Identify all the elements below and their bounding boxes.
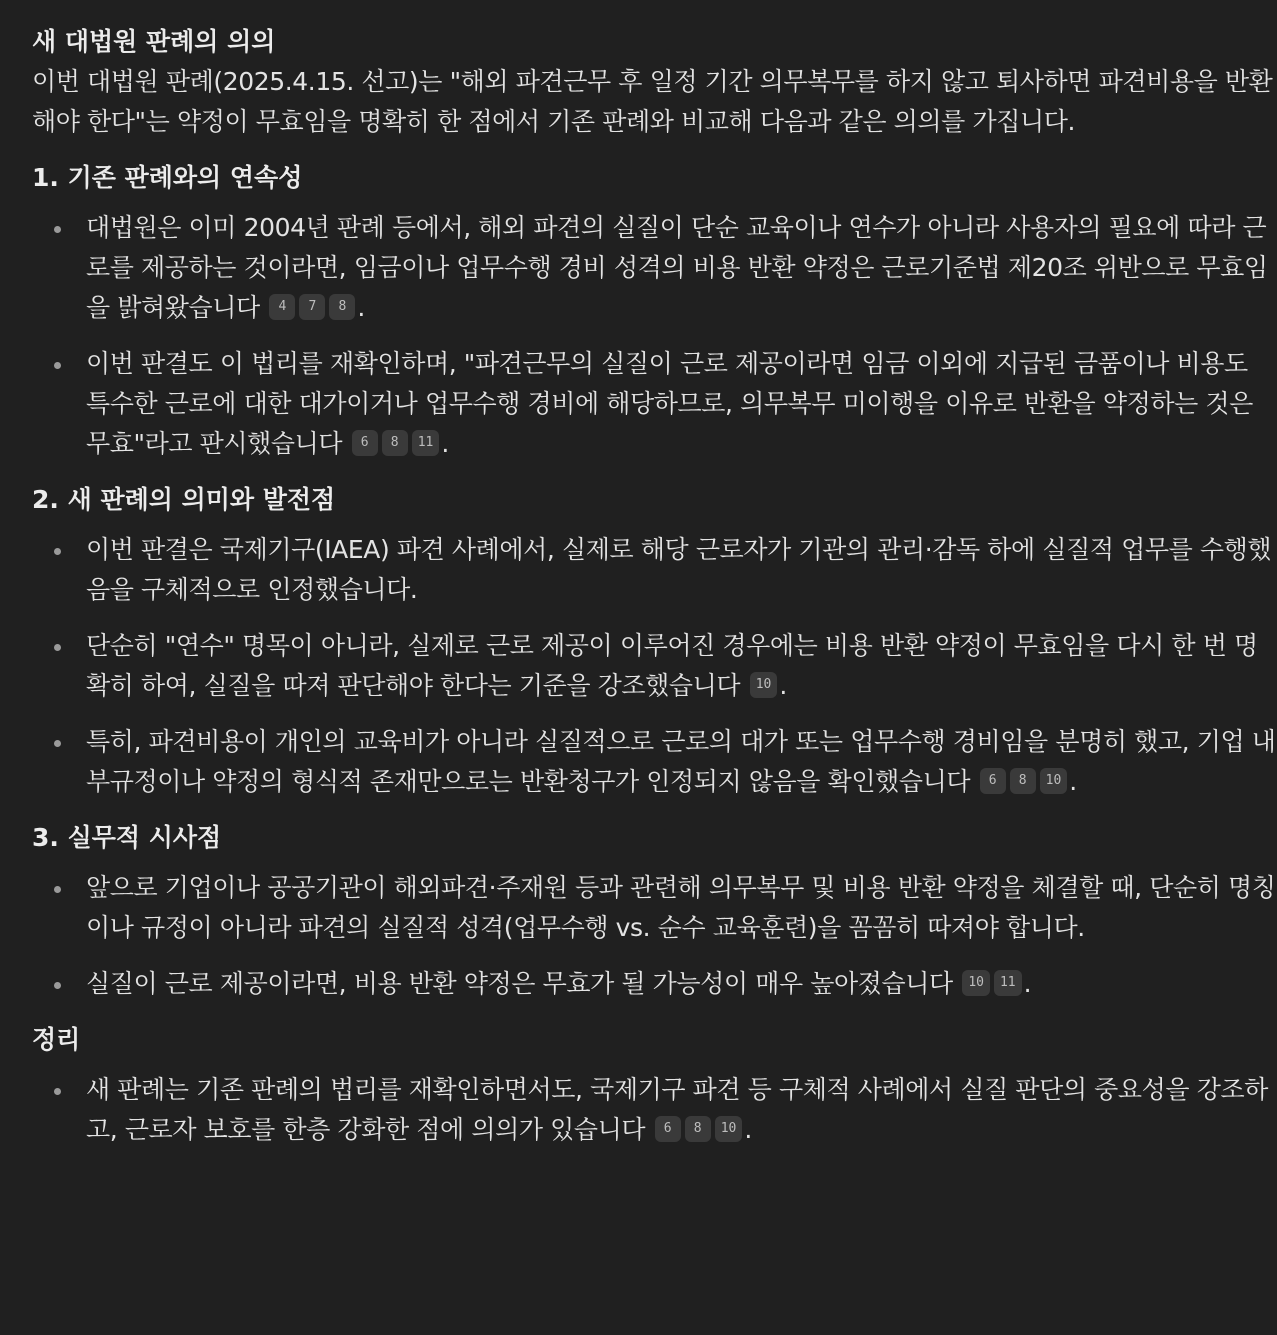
bullet-list [32,1070,1277,1150]
intro-paragraph: 이번 대법원 판례(2025.4.15. 선고)는 "해외 파견근무 후 일정 기간 의무복무를 하지 않고 퇴사하면 파견비용을 반환해야 한다"는 약정이 무효임을 명확히 한 점에서 기존 판례와 비교해 다음과 같은 의의를 가집니다. [32,67,1273,136]
list-item [32,868,1277,948]
citation-group [260,293,366,322]
list-item [32,344,1277,464]
list-item-text: 특히, 파견비용이 개인의 교육비가 아니라 실질적으로 근로의 대가 또는 업무수행 경비임을 분명히 했고, 기업 내부규정이나 약정의 형식적 존재만으로는 반환청구가 인정되지 않음을 확인했습니다 [86,727,1276,796]
section-1 [32,158,1277,464]
list-item [32,530,1277,610]
citation-badge[interactable]: 8 [685,1116,711,1142]
bullet-dot-icon [54,362,61,369]
citation-group [342,429,449,458]
citation-badge[interactable]: 8 [329,294,355,320]
citation-badge[interactable]: 8 [1010,768,1036,794]
citation-badge[interactable]: 10 [715,1116,743,1142]
sentence-end: . [779,671,788,700]
bullet-dot-icon [54,548,61,555]
citation-group [953,969,1032,998]
sentence-end: . [441,429,450,458]
citation-badge[interactable]: 8 [382,430,408,456]
section-4 [32,1020,1277,1150]
citation-badge[interactable]: 10 [750,672,778,698]
citation-badge[interactable]: 4 [269,294,295,320]
sentence-end: . [744,1115,753,1144]
citation-badge[interactable]: 6 [655,1116,681,1142]
sections-container [32,158,1277,1150]
section-heading: 2. 새 판례의 의미와 발전점 [32,485,336,514]
list-item-text: 실질이 근로 제공이라면, 비용 반환 약정은 무효가 될 가능성이 매우 높아졌습니다 [86,969,953,998]
list-item [32,208,1277,328]
citation-badge[interactable]: 11 [412,430,440,456]
section-3 [32,818,1277,1004]
citation-badge[interactable]: 6 [352,430,378,456]
sentence-end: . [1023,969,1032,998]
section-2 [32,480,1277,802]
list-item-text: 이번 판결은 국제기구(IAEA) 파견 사례에서, 실제로 해당 근로자가 기관의 관리·감독 하에 실질적 업무를 수행했음을 구체적으로 인정했습니다. [86,535,1272,604]
citation-badge[interactable]: 6 [980,768,1006,794]
list-item [32,964,1277,1004]
section-heading: 3. 실무적 시사점 [32,823,222,852]
sentence-end: . [1069,767,1078,796]
citation-badge[interactable]: 10 [962,970,990,996]
bullet-list [32,868,1277,1004]
list-item [32,1070,1277,1150]
bullet-list [32,530,1277,802]
citation-badge[interactable]: 7 [299,294,325,320]
citation-badge[interactable]: 11 [994,970,1022,996]
sentence-end: . [357,293,366,322]
citation-group [970,767,1077,796]
list-item [32,722,1277,802]
page-title: 새 대법원 판례의 의의 [32,27,276,56]
list-item [32,626,1277,706]
citation-badge[interactable]: 10 [1040,768,1068,794]
list-item-text: 이번 판결도 이 법리를 재확인하며, "파견근무의 실질이 근로 제공이라면 임금 이외에 지급된 금품이나 비용도 특수한 근로에 대한 대가이거나 업무수행 경비에 해당하므로, 의무복무 미이행을 이유로 반환을 약정하는 것은 무효"라고 판시했습니다 [86,349,1253,458]
section-heading: 정리 [32,1025,81,1054]
citation-group [740,671,787,700]
list-item-text: 대법원은 이미 2004년 판례 등에서, 해외 파견의 실질이 단순 교육이나 연수가 아니라 사용자의 필요에 따라 근로를 제공하는 것이라면, 임금이나 업무수행 경비 성격의 비용 반환 약정은 근로기준법 제20조 위반으로 무효임을 밝혀왔습니다 [86,213,1268,322]
bullet-dot-icon [54,740,61,747]
list-item-text: 앞으로 기업이나 공공기관이 해외파견·주재원 등과 관련해 의무복무 및 비용 반환 약정을 체결할 때, 단순히 명칭이나 규정이 아니라 파견의 실질적 성격(업무수행 vs. 순수 교육훈련)을 꼼꼼히 따져야 합니다. [86,873,1276,942]
bullet-dot-icon [54,982,61,989]
bullet-list [32,208,1277,464]
citation-group [645,1115,752,1144]
list-item-text: 단순히 "연수" 명목이 아니라, 실제로 근로 제공이 이루어진 경우에는 비용 반환 약정이 무효임을 다시 한 번 명확히 하여, 실질을 따져 판단해야 한다는 기준을 강조했습니다 [86,631,1258,700]
list-item-text: 새 판례는 기존 판례의 법리를 재확인하면서도, 국제기구 파견 등 구체적 사례에서 실질 판단의 중요성을 강조하고, 근로자 보호를 한층 강화한 점에 의의가 있습니다 [86,1075,1268,1144]
bullet-dot-icon [54,1088,61,1095]
bullet-dot-icon [54,644,61,651]
bullet-dot-icon [54,226,61,233]
section-heading: 1. 기존 판례와의 연속성 [32,163,303,192]
bullet-dot-icon [54,886,61,893]
